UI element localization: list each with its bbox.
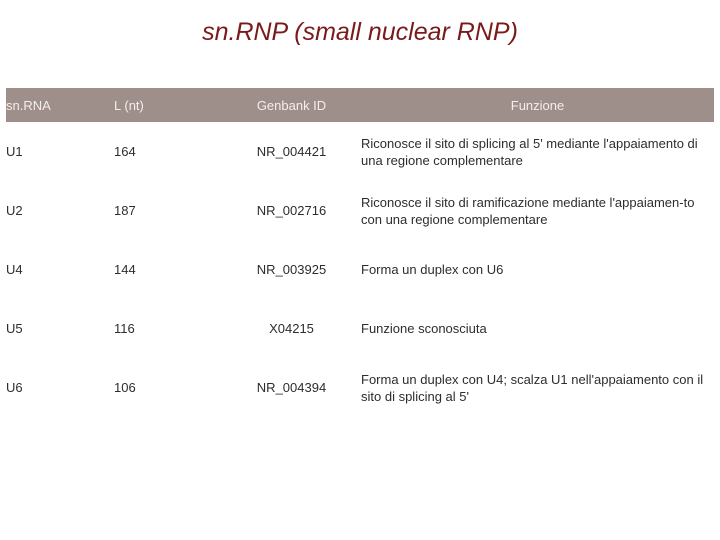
cell-length: 144 xyxy=(114,262,136,277)
cell-length: 106 xyxy=(114,380,136,395)
cell-snrna: U1 xyxy=(6,144,23,159)
cell-function: Forma un duplex con U6 xyxy=(361,262,504,277)
header-snrna: sn.RNA xyxy=(6,88,114,122)
cell-genbank-id: NR_003925 xyxy=(256,262,327,277)
slide-title: sn.RNP (small nuclear RNP) xyxy=(202,18,518,46)
table-row xyxy=(6,181,714,240)
header-genbank-id: Genbank ID xyxy=(222,88,361,122)
header-function: Funzione xyxy=(361,88,714,122)
cell-genbank-id: X04215 xyxy=(269,321,314,336)
cell-function: Riconosce il sito di splicing al 5' mediante l'appaiamento di una regione complementare xyxy=(361,135,698,168)
table-header-row xyxy=(6,88,714,122)
cell-length: 164 xyxy=(114,144,136,159)
table-row xyxy=(6,358,714,417)
header-length: L (nt) xyxy=(114,88,222,122)
cell-snrna: U5 xyxy=(6,321,23,336)
cell-genbank-id: NR_004394 xyxy=(256,380,327,395)
cell-length: 187 xyxy=(114,203,136,218)
table-row xyxy=(6,299,714,358)
table-row xyxy=(6,240,714,299)
cell-snrna: U4 xyxy=(6,262,23,277)
cell-length: 116 xyxy=(114,321,135,336)
cell-function: Forma un duplex con U4; scalza U1 nell'appaiamento con il sito di splicing al 5' xyxy=(361,371,704,404)
cell-function: Riconosce il sito di ramificazione mediante l'appaiamen-to con una regione complementare xyxy=(361,194,695,227)
table-row xyxy=(6,122,714,181)
cell-genbank-id: NR_004421 xyxy=(256,144,327,159)
cell-genbank-id: NR_002716 xyxy=(256,203,327,218)
cell-snrna: U2 xyxy=(6,203,23,218)
cell-snrna: U6 xyxy=(6,380,23,395)
cell-function: Funzione sconosciuta xyxy=(361,321,487,336)
snrna-table xyxy=(6,88,714,417)
